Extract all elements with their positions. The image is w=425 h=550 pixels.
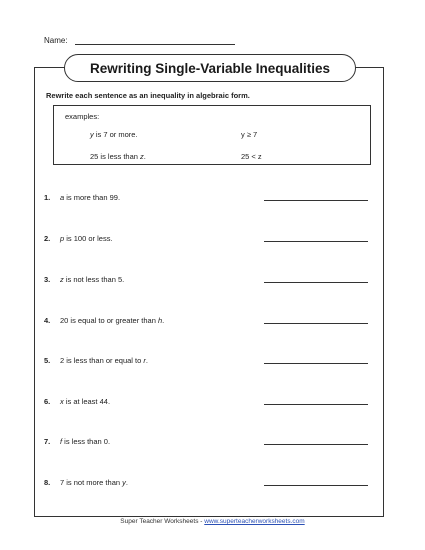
footer: [0, 518, 425, 525]
question-text: is not less than 5.: [63, 275, 125, 284]
answer-line-6[interactable]: [264, 404, 368, 405]
footer-separator: -: [198, 518, 205, 525]
answer-line-4[interactable]: [264, 323, 368, 324]
example-1-var: y: [90, 130, 94, 139]
question-var: f: [60, 437, 63, 446]
question-1: [44, 193, 120, 202]
example-2-answer: 25 < z: [241, 152, 262, 161]
question-2: [44, 234, 113, 243]
example-1-answer: y ≥ 7: [241, 130, 258, 139]
example-2-text: [90, 152, 146, 161]
question-number: 5.: [44, 356, 51, 365]
question-text: .: [162, 316, 165, 325]
question-var: y: [122, 478, 126, 487]
question-var: z: [60, 275, 64, 284]
question-4: [44, 316, 164, 325]
question-number: 2.: [44, 234, 51, 243]
instructions: Rewrite each sentence as an inequality in algebraic form.: [46, 91, 250, 100]
question-number: 4.: [44, 316, 51, 325]
example-2-post: .: [143, 152, 146, 161]
question-var: p: [60, 234, 65, 243]
question-pre: 7 is not more than: [60, 478, 123, 487]
question-text: is 100 or less.: [64, 234, 113, 243]
question-number: 1.: [44, 193, 51, 202]
answer-line-1[interactable]: [264, 200, 368, 201]
question-text: is more than 99.: [64, 193, 121, 202]
name-label: Name:: [44, 36, 68, 45]
question-var: r: [143, 356, 146, 365]
question-var: h: [157, 316, 163, 325]
question-text: .: [145, 356, 148, 365]
examples-label: examples:: [65, 112, 100, 121]
question-pre: 20 is equal to or greater than: [60, 316, 158, 325]
question-6: [44, 397, 110, 406]
question-8: [44, 478, 128, 487]
question-number: 6.: [44, 397, 51, 406]
question-number: 7.: [44, 437, 51, 446]
question-var: a: [60, 193, 65, 202]
name-line[interactable]: [75, 44, 235, 45]
question-3: [44, 275, 124, 284]
question-text: is at least 44.: [63, 397, 111, 406]
answer-line-2[interactable]: [264, 241, 368, 242]
question-5: [44, 356, 148, 365]
question-number: 8.: [44, 478, 51, 487]
example-2-pre: 25 is less than: [90, 152, 141, 161]
question-var: x: [60, 397, 64, 406]
answer-line-8[interactable]: [264, 485, 368, 486]
question-7: [44, 437, 110, 446]
answer-line-3[interactable]: [264, 282, 368, 283]
example-1-text: [90, 130, 138, 139]
examples-box: [53, 105, 371, 165]
question-text: .: [125, 478, 128, 487]
question-text: is less than 0.: [62, 437, 111, 446]
footer-link[interactable]: www.superteacherworksheets.com: [204, 518, 305, 525]
example-2-var: z: [140, 152, 144, 161]
answer-line-7[interactable]: [264, 444, 368, 445]
answer-line-5[interactable]: [264, 363, 368, 364]
worksheet-title: Rewriting Single-Variable Inequalities: [64, 54, 356, 82]
footer-brand: Super Teacher Worksheets: [120, 518, 199, 525]
question-pre: 2 is less than or equal to: [60, 356, 144, 365]
example-1-rest: is 7 or more.: [93, 130, 138, 139]
question-number: 3.: [44, 275, 51, 284]
